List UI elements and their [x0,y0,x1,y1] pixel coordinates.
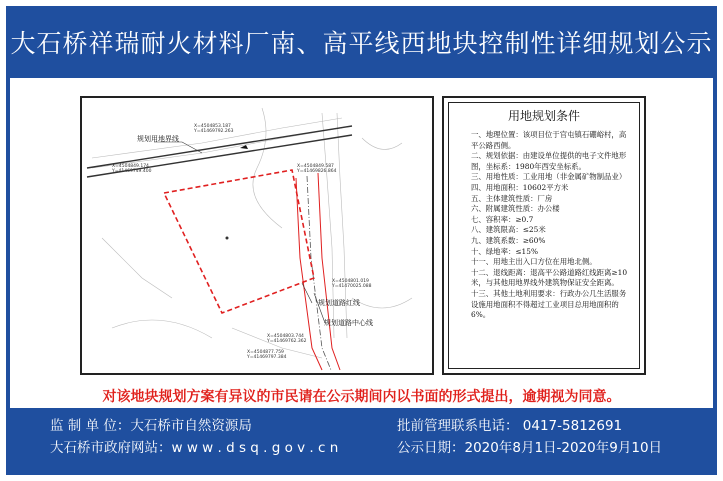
coord-label: X=4504849.174 Y=41469749.400 [112,164,152,174]
condition-item: 一、地理位置：该项目位于官屯镇石硼峪村，高平公路西侧。 [471,130,627,150]
coord-label: X=4504803.744 Y=41469762.362 [267,334,307,344]
condition-item: 八、建筑限高：≤25米 [471,225,546,235]
condition-item: 六、附属建筑性质：办公楼 [471,204,560,214]
condition-item: 二、规划依据：由建设单位提供的电子文件地形图，坐标系：1980年西安坐标系。 [471,151,627,171]
planning-conditions-panel [442,96,646,375]
coord-label: X=4504801.019 Y=41470025.088 [332,279,372,289]
condition-item: 四、用地面积：10602平方米 [471,182,569,192]
supervisor-text: 监 制 单 位：大石桥市自然资源局 [50,418,252,434]
conditions-list [449,130,639,321]
coord-label: X=4504849.587 Y=41469826.864 [297,164,337,174]
coord-label: X=4504877.759 Y=41469797.384 [247,350,287,360]
condition-item: 三、用地性质：工业用地（非金属矿物制品业） [471,172,627,182]
label-road-center-line: 规划道路中心线 [324,319,373,327]
condition-item: 九、建筑系数：≥60% [471,235,546,245]
coord-label: X=4504853.187 Y=41469792.263 [194,124,234,134]
notice-board [6,6,717,475]
label-road-red-line: 规划道路红线 [318,299,360,307]
page-title: 大石桥祥瑞耐火材料厂南、高平线西地块控制性详细规划公示 [10,29,713,58]
condition-item: 七、容积率：≥0.7 [471,214,534,224]
condition-item: 五、主体建筑性质：厂房 [471,193,553,203]
land-boundary-polygon [164,170,314,313]
condition-item: 十、绿地率：≤15% [471,246,538,256]
content-area [10,78,713,383]
conditions-title: 用地规划条件 [507,109,580,123]
condition-item: 十三、其他土地利用要求：行政办公几生活服务设施用地面积不得超过工业项目总用地面积的6%。 [471,288,627,320]
condition-item: 十一、用地主出入口方位在用地北侧。 [471,257,597,267]
footer [6,408,717,475]
publicity-dates: 公示日期：2020年8月1日-2020年9月10日 [397,440,663,456]
website-text: 大石桥市政府网站：w w w . d s q . g o v . c n [50,440,339,456]
map-drawing [82,98,432,373]
objection-notice: 对该地块规划方案有异议的市民请在公示期间内以书面的形式提出，逾期视为同意。 [10,383,713,408]
condition-item: 十二、退线距离：退高平公路道路红线距离≥10米，与其他用地界线外建筑物保证安全距离。 [471,267,628,288]
phone-text: 批前管理联系电话： 0417-5812691 [397,418,623,434]
label-land-boundary: 规划用地界线 [137,135,179,143]
planning-map [80,96,434,375]
